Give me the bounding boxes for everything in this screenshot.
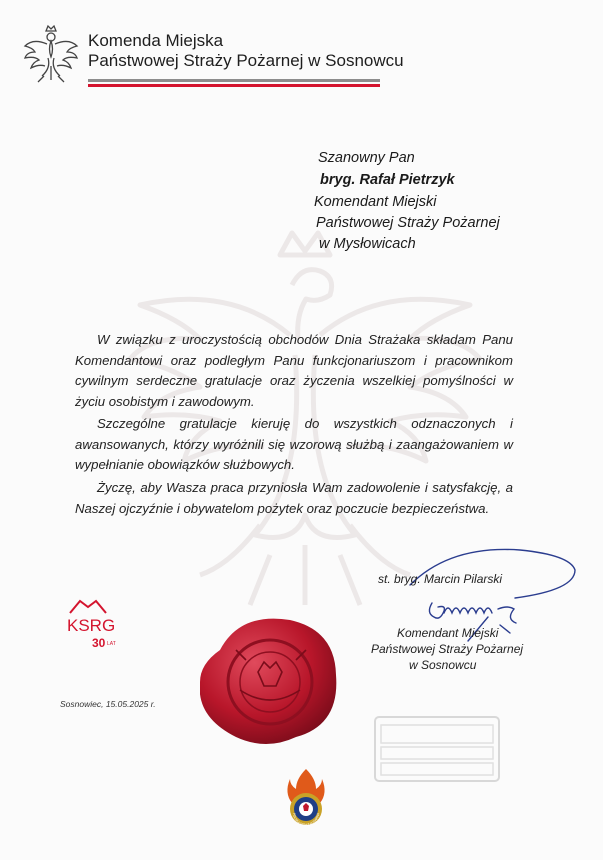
- signer-title-1: Komendant Miejski: [397, 626, 499, 640]
- signer-title-3: w Sosnowcu: [409, 658, 477, 672]
- embossed-stamp: [373, 715, 501, 783]
- body-paragraph-1: W związku z uroczystością obchodów Dnia Strażaka składam Panu Komendantowi oraz podległym Panu funkcjonariuszom i pracownikom cywilnym serdeczne gratulacje oraz życzenia wszelkiej pomyślności w życiu osobistym i zawodowym.: [75, 332, 513, 409]
- header-divider-grey: [88, 79, 380, 82]
- addressee-title: Komendant Miejski: [314, 194, 437, 210]
- letter-date: Sosnowiec, 15.05.2025 r.: [60, 699, 156, 709]
- body-paragraph-3: Życzę, aby Wasza praca przyniosła Wam zadowolenie i satysfakcję, a Naszej ojczyźnie i obywatelom pożytek oraz poczucie bezpieczeństwa.: [75, 480, 513, 516]
- addressee-org: Państwowej Straży Pożarnej: [316, 215, 500, 231]
- body-paragraph-2: Szczególne gratulacje kieruję do wszystkich odznaczonych i awansowanych, którzy wyróżnili się wzorową służbą i zaangażowaniem w wypełnianie obowiązków służbowych.: [75, 416, 513, 473]
- signer-title-2: Państwowej Straży Pożarnej: [371, 642, 524, 656]
- addressee-city: w Mysłowicach: [319, 236, 416, 252]
- header-divider-red: [88, 84, 380, 87]
- addressee-name: bryg. Rafał Pietrzyk: [320, 172, 455, 188]
- signer-name: st. bryg. Marcin Pilarski: [378, 572, 503, 586]
- psp-badge-icon: [283, 767, 329, 827]
- header-org-line1: Komenda Miejska: [88, 31, 224, 50]
- header-org-line2: Państwowej Straży Pożarnej w Sosnowcu: [88, 51, 404, 70]
- addressee-salutation: Szanowny Pan: [318, 150, 415, 166]
- badge-ring-text: POLSKA STRAŻ POŻARNA: [291, 812, 321, 827]
- eagle-emblem-icon: [22, 22, 80, 86]
- ksrg-unit: LAT: [107, 641, 116, 647]
- ksrg-years: 30: [92, 636, 106, 650]
- wax-seal: [200, 610, 342, 752]
- ksrg-30-lat-logo: [64, 595, 126, 655]
- ksrg-text: KSRG: [67, 616, 116, 635]
